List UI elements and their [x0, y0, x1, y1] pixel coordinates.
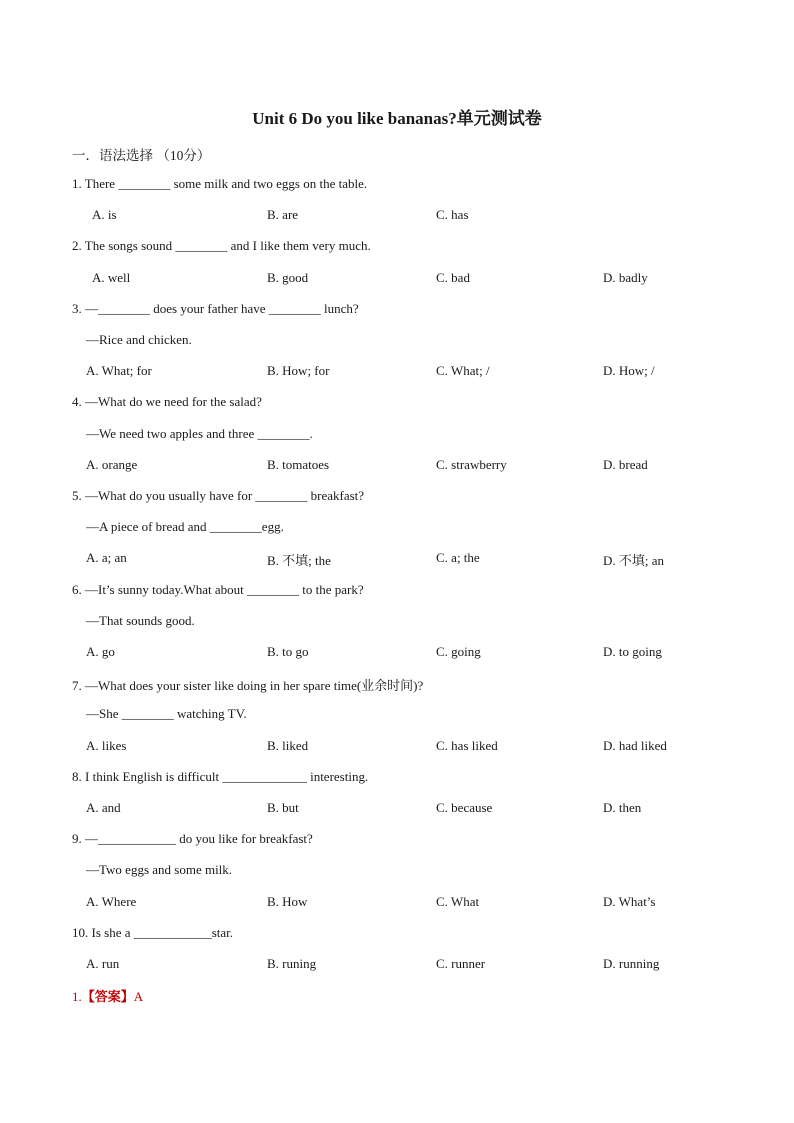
question-6-option-a: A. go: [86, 644, 115, 659]
question-9-option-c: C. What: [436, 894, 480, 909]
question-3-option-a: A. What; for: [86, 363, 152, 378]
question-1-option-b: B. are: [267, 207, 299, 222]
question-9-option-a: A. Where: [86, 894, 137, 909]
question-6-stem: 6. —It’s sunny today.What about ________ to the park?: [72, 582, 364, 597]
answer-line: [72, 986, 143, 1005]
question-10-option-a: A. run: [86, 956, 120, 971]
question-10-option-c: C. runner: [436, 956, 486, 971]
question-2-option-a: A. well: [92, 270, 131, 285]
question-2-stem: 2. The songs sound ________ and I like them very much.: [72, 238, 371, 253]
question-6-option-d: D. to going: [603, 644, 662, 659]
question-3-option-c: C. What; /: [436, 363, 490, 378]
question-4-option-b: B. tomatoes: [267, 457, 330, 472]
question-9-option-d: D. What’s: [603, 894, 656, 909]
question-5-option-d: D. 不填; an: [603, 553, 665, 568]
question-10-option-d: D. running: [603, 956, 660, 971]
question-6-option-b: B. to go: [267, 644, 309, 659]
section-heading: 一．语法选择 （10分）: [72, 148, 211, 163]
question-8-option-a: A. and: [86, 800, 121, 815]
question-3-reply: —Rice and chicken.: [86, 332, 192, 347]
page-title: Unit 6 Do you like bananas?单元测试卷: [252, 109, 542, 128]
question-7-option-c: C. has liked: [436, 738, 498, 753]
question-3-option-b: B. How; for: [267, 363, 330, 378]
question-4-reply: —We need two apples and three ________.: [86, 426, 313, 441]
question-5-reply: —A piece of bread and ________egg.: [86, 519, 284, 534]
question-7-option-a: A. likes: [86, 738, 127, 753]
question-10-stem: 10. Is she a ____________star.: [72, 925, 234, 940]
question-8-option-c: C. because: [436, 800, 493, 815]
question-4-option-d: D. bread: [603, 457, 648, 472]
question-5-option-b: B. 不填; the: [267, 553, 331, 568]
question-1-option-a: A. is: [92, 207, 117, 222]
question-2-option-b: B. good: [267, 270, 309, 285]
question-5-option-a: A. a; an: [86, 550, 127, 565]
question-7-reply: —She ________ watching TV.: [86, 706, 247, 721]
question-1-stem: 1. There ________ some milk and two eggs on the table.: [72, 176, 368, 191]
question-8-option-d: D. then: [603, 800, 642, 815]
question-5-stem: 5. —What do you usually have for ________ breakfast?: [72, 488, 365, 503]
question-8-option-b: B. but: [267, 800, 299, 815]
question-7-option-b: B. liked: [267, 738, 309, 753]
question-10-option-b: B. runing: [267, 956, 317, 971]
answer-tag: 【答案】: [81, 989, 134, 1004]
question-4-stem: 4. —What do we need for the salad?: [72, 394, 262, 409]
question-7-stem: 7. —What does your sister like doing in her spare time(业余时间)?: [72, 678, 424, 693]
question-4-option-c: C. strawberry: [436, 457, 507, 472]
question-7-option-d: D. had liked: [603, 738, 667, 753]
answer-number: 1.: [72, 989, 82, 1004]
question-1-option-c: C. has: [436, 207, 469, 222]
answer-value: A: [133, 989, 144, 1004]
question-9-reply: —Two eggs and some milk.: [86, 862, 233, 877]
question-9-option-b: B. How: [267, 894, 308, 909]
question-5-option-c: C. a; the: [436, 550, 480, 565]
question-8-stem: 8. I think English is difficult _____________ interesting.: [72, 769, 369, 784]
question-2-option-d: D. badly: [603, 270, 648, 285]
question-6-option-c: C. going: [436, 644, 481, 659]
question-4-option-a: A. orange: [86, 457, 138, 472]
question-6-reply: —That sounds good.: [86, 613, 195, 628]
question-3-option-d: D. How; /: [603, 363, 655, 378]
question-3-stem: 3. —________ does your father have ________ lunch?: [72, 301, 359, 316]
question-9-stem: 9. —____________ do you like for breakfast?: [72, 831, 313, 846]
question-2-option-c: C. bad: [436, 270, 470, 285]
